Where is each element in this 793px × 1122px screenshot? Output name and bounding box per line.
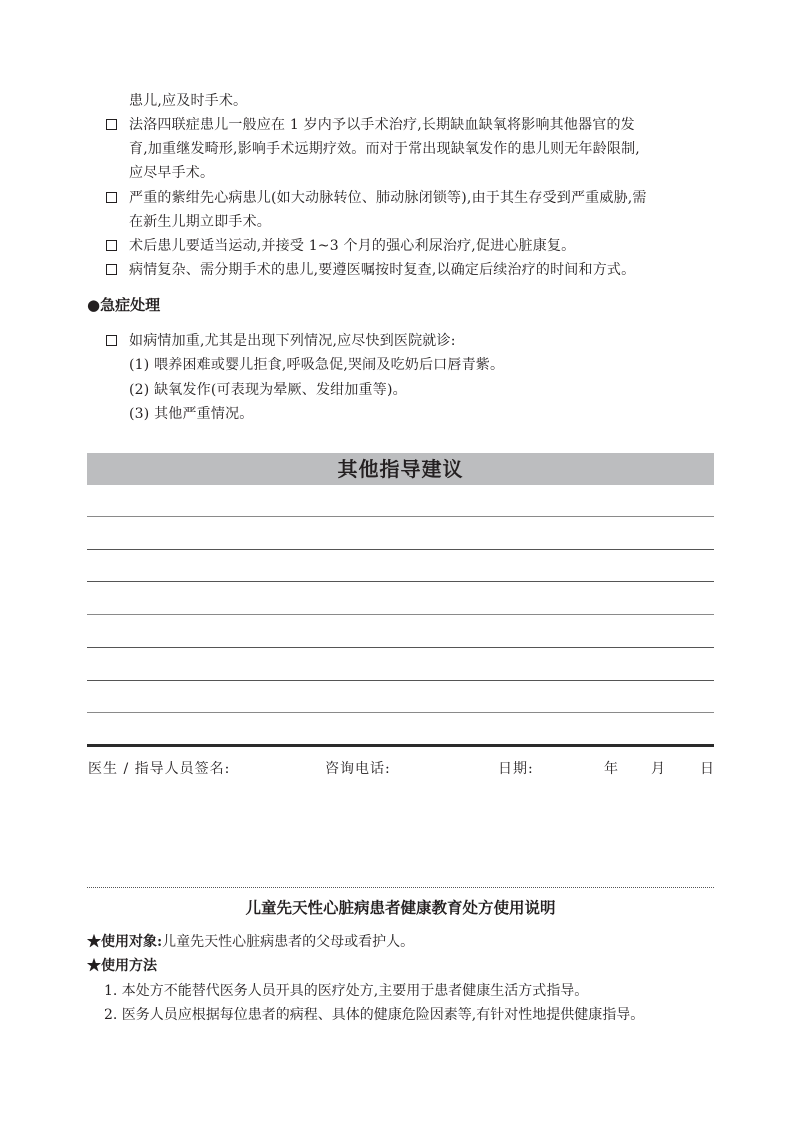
- checkbox[interactable]: [106, 264, 117, 275]
- dotted-divider: [87, 887, 714, 888]
- writing-line[interactable]: [87, 647, 714, 648]
- usage-target: [87, 930, 414, 954]
- month-label: 月: [651, 761, 666, 777]
- usage-target-text: 儿童先天性心脏病患者的父母或看护人。: [162, 934, 415, 950]
- item-1-line-1: 法洛四联症患儿一般应在 1 岁内予以手术治疗,长期缺血缺氧将影响其他器官的发: [129, 117, 635, 133]
- usage-method-item: 1. 本处方不能替代医务人员开具的医疗处方,主要用于患者健康生活方式指导。: [104, 983, 589, 999]
- checkbox[interactable]: [106, 192, 117, 203]
- writing-line[interactable]: [87, 614, 714, 615]
- emergency-subitem: (3) 其他严重情况。: [129, 406, 254, 422]
- usage-method-label: ★使用方法: [87, 958, 157, 974]
- emergency-heading: ●急症处理: [87, 296, 161, 314]
- checkbox[interactable]: [106, 240, 117, 251]
- day-label: 日: [700, 761, 715, 777]
- continued-text: 患儿,应及时手术。: [129, 93, 248, 109]
- usage-method-item: 2. 医务人员应根据每位患者的病程、具体的健康危险因素等,有针对性地提供健康指导。: [104, 1007, 645, 1023]
- doctor-signature-label: 医生 / 指导人员签名:: [88, 761, 231, 777]
- other-advice-title: 其他指导建议: [337, 457, 464, 481]
- item-3-line-1: 术后患儿要适当运动,并接受 1~3 个月的强心利尿治疗,促进心脏康复。: [129, 238, 576, 254]
- divider: [87, 744, 714, 747]
- writing-line[interactable]: [87, 712, 714, 713]
- writing-line[interactable]: [87, 581, 714, 582]
- item-2-line-2: 在新生儿期立即手术。: [129, 214, 271, 230]
- year-label: 年: [604, 761, 619, 777]
- item-1-line-2: 育,加重继发畸形,影响手术远期疗效。而对于常出现缺氧发作的患儿则无年龄限制,: [129, 141, 640, 157]
- item-2-line-1: 严重的紫绀先心病患儿(如大动脉转位、肺动脉闭锁等),由于其生存受到严重威胁,需: [129, 190, 647, 206]
- item-4-line-1: 病情复杂、需分期手术的患儿,要遵医嘱按时复查,以确定后续治疗的时间和方式。: [129, 262, 636, 278]
- writing-line[interactable]: [87, 516, 714, 517]
- other-advice-banner: [87, 453, 714, 485]
- writing-line[interactable]: [87, 549, 714, 550]
- checkbox[interactable]: [106, 335, 117, 346]
- instructions-title: 儿童先天性心脏病患者健康教育处方使用说明: [245, 898, 556, 917]
- emergency-subitem: (1) 喂养困难或婴儿拒食,呼吸急促,哭闹及吃奶后口唇青紫。: [129, 357, 505, 373]
- writing-line[interactable]: [87, 680, 714, 681]
- usage-target-label: ★使用对象:: [87, 934, 163, 950]
- date-label: 日期:: [498, 761, 534, 777]
- checkbox[interactable]: [106, 119, 117, 130]
- emergency-subitem: (2) 缺氧发作(可表现为晕厥、发绀加重等)。: [129, 382, 407, 398]
- item-1-line-3: 应尽早手术。: [129, 165, 215, 181]
- phone-label: 咨询电话:: [325, 761, 391, 777]
- emergency-item: 如病情加重,尤其是出现下列情况,应尽快到医院就诊:: [129, 333, 456, 349]
